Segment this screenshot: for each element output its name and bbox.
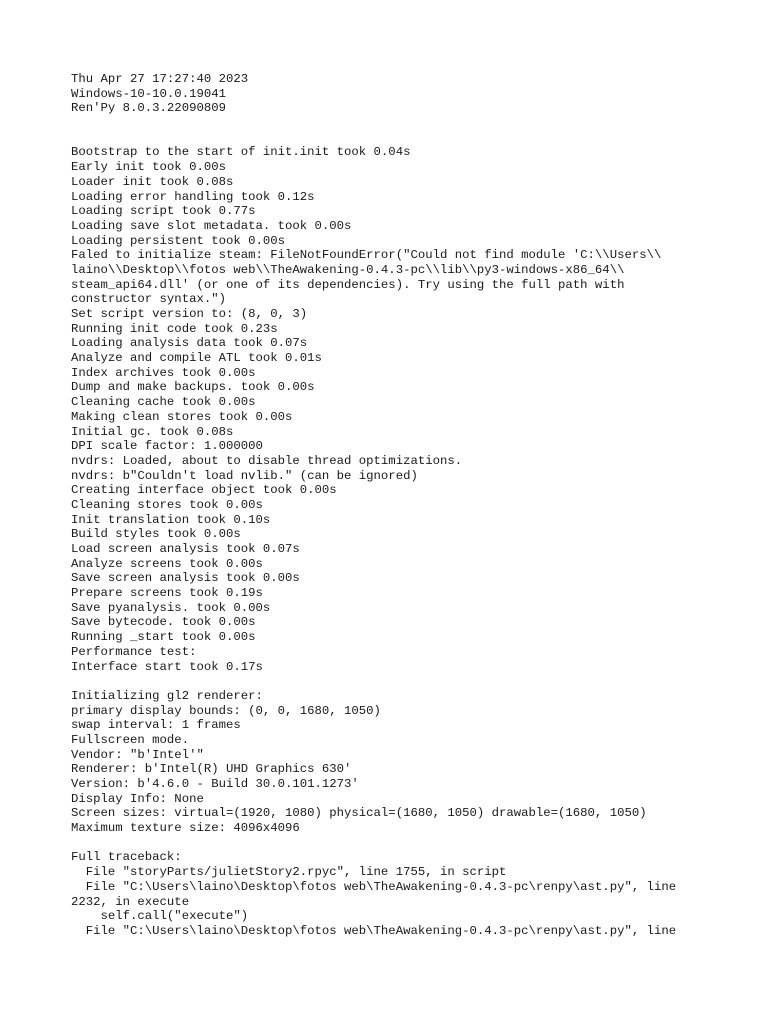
log-line: Cleaning stores took 0.00s [71,497,263,512]
blank-lines [71,116,751,145]
log-line: Interface start took 0.17s [71,659,263,674]
log-line: Ren'Py 8.0.3.22090809 [71,101,226,116]
log-line: Initial gc. took 0.08s [71,424,234,439]
log-line: Vendor: "b'Intel'" [71,747,204,762]
log-line: Set script version to: (8, 0, 3) [71,307,308,322]
log-line: Maximum texture size: 4096x4096 [71,821,300,836]
log-line: Analyze screens took 0.00s [71,556,263,571]
log-line: File "storyParts/julietStory2.rpyc", line 1755, in script [71,865,507,880]
log-text [71,72,751,939]
log-line: self.call("execute") [71,909,249,924]
log-line: DPI scale factor: 1.000000 [71,439,263,454]
log-line: Thu Apr 27 17:27:40 2023 [71,72,249,86]
traceback-section [71,850,751,938]
log-line: Fullscreen mode. [71,732,190,747]
log-line: File "C:\Users\laino\Desktop\fotos web\TheAwakening-0.4.3-pc\renpy\ast.py", line [71,879,677,894]
log-line: Full traceback: [71,850,182,865]
blank-line [71,836,751,851]
log-line: Init translation took 0.10s [71,512,271,527]
log-line: Faled to initialize steam: FileNotFoundError("Could not find module 'C:\\Users\\ [71,248,662,263]
log-line: laino\\Desktop\\fotos web\\TheAwakening-0.4.3-pc\\lib\\py3-windows-x86_64\\ [71,262,625,277]
log-line: Build styles took 0.00s [71,527,241,542]
log-line: nvdrs: Loaded, about to disable thread optimizations. [71,453,463,468]
log-line: File "C:\Users\laino\Desktop\fotos web\TheAwakening-0.4.3-pc\renpy\ast.py", line [71,923,677,938]
log-line: Initializing gl2 renderer: [71,688,263,703]
log-line: Analyze and compile ATL took 0.01s [71,351,322,366]
log-line: Save bytecode. took 0.00s [71,615,256,630]
log-line: Load screen analysis took 0.07s [71,542,300,557]
log-line: swap interval: 1 frames [71,718,241,733]
log-line: Version: b'4.6.0 - Build 30.0.101.1273' [71,777,359,792]
log-line: Renderer: b'Intel(R) UHD Graphics 630' [71,762,352,777]
log-line: Loading save slot metadata. took 0.00s [71,218,352,233]
log-line: Prepare screens took 0.19s [71,586,263,601]
log-line: steam_api64.dll' (or one of its dependencies). Try using the full path with [71,277,625,292]
log-line: Loading script took 0.77s [71,204,256,219]
log-line: Running _start took 0.00s [71,630,256,645]
log-line: Early init took 0.00s [71,160,226,175]
log-line: Making clean stores took 0.00s [71,409,293,424]
log-line: Creating interface object took 0.00s [71,483,337,498]
log-line: Cleaning cache took 0.00s [71,395,256,410]
startup-section [71,145,751,674]
log-header [71,72,751,116]
log-line: Display Info: None [71,791,204,806]
log-line: Screen sizes: virtual=(1920, 1080) physical=(1680, 1050) drawable=(1680, 1050) [71,806,647,821]
log-line: nvdrs: b"Couldn't load nvlib." (can be ignored) [71,468,418,483]
renderer-section [71,689,751,836]
log-line: Performance test: [71,644,197,659]
log-line: constructor syntax.") [71,292,226,307]
log-line: Windows-10-10.0.19041 [71,86,226,101]
log-line: Loading error handling took 0.12s [71,189,315,204]
log-line: Dump and make backups. took 0.00s [71,380,315,395]
log-line: Loading persistent took 0.00s [71,233,286,248]
log-line: Save screen analysis took 0.00s [71,571,300,586]
log-line: Loading analysis data took 0.07s [71,336,308,351]
log-line: Loader init took 0.08s [71,174,234,189]
log-line: Index archives took 0.00s [71,365,256,380]
log-line: Save pyanalysis. took 0.00s [71,600,271,615]
log-line: Bootstrap to the start of init.init took 0.04s [71,145,411,160]
blank-line [71,674,751,689]
log-line: primary display bounds: (0, 0, 1680, 1050) [71,703,381,718]
log-line: Running init code took 0.23s [71,321,278,336]
log-line: 2232, in execute [71,894,190,909]
